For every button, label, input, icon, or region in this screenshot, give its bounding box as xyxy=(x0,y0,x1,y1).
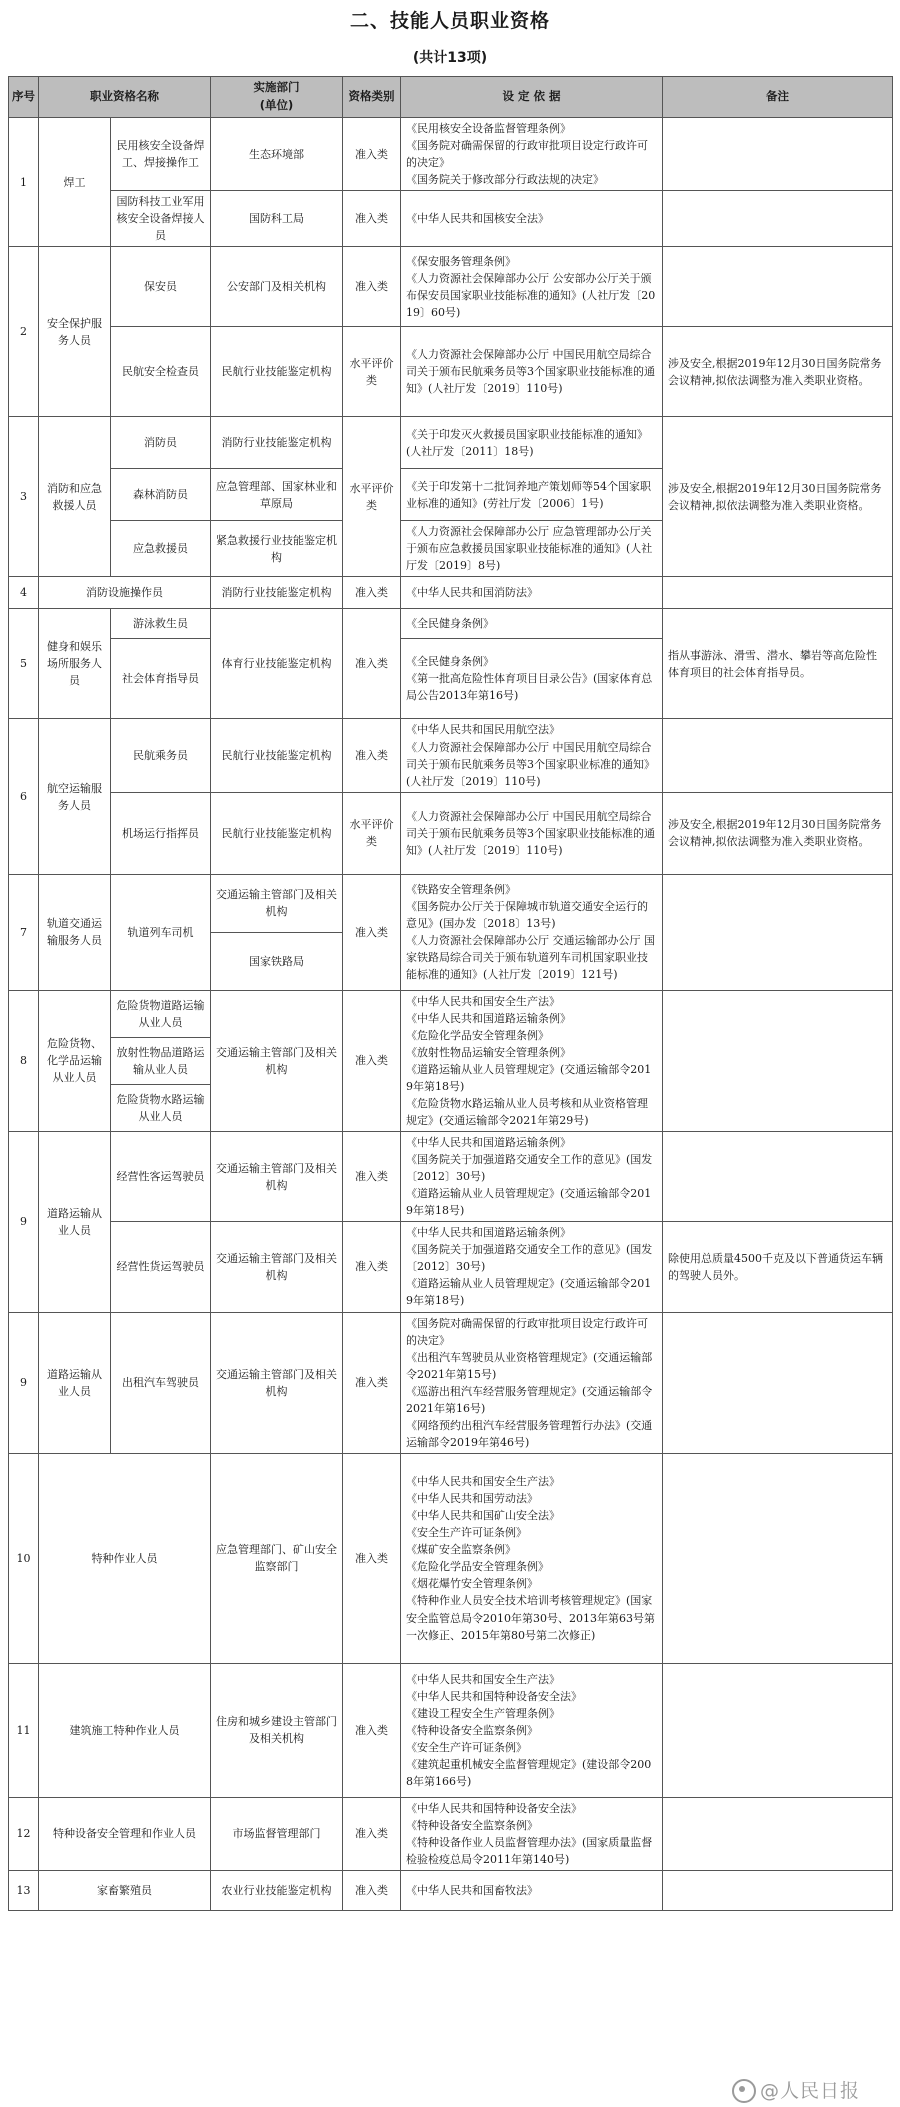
row-note xyxy=(663,247,893,327)
row-name: 国防科技工业军用核安全设备焊接人员 xyxy=(111,191,211,247)
row-dept: 消防行业技能鉴定机构 xyxy=(211,417,343,469)
row-type: 准入类 xyxy=(343,1222,401,1312)
watermark xyxy=(732,2076,860,2104)
row-basis: 《中华人民共和国消防法》 xyxy=(401,577,663,609)
row-dept: 民航行业技能鉴定机构 xyxy=(211,327,343,417)
row-dept: 国家铁路局 xyxy=(211,932,343,990)
row-name: 放射性物品道路运输从业人员 xyxy=(111,1037,211,1084)
row-seq: 11 xyxy=(9,1663,39,1797)
header-dept: 实施部门 (单位) xyxy=(211,77,343,118)
row-name: 轨道列车司机 xyxy=(111,874,211,990)
row-basis: 《中华人民共和国安全生产法》 《中华人民共和国道路运输条例》 《危险化学品安全管理条例》 《放射性物品运输安全管理条例》 《道路运输从业人员管理规定》(交通运输部令2019年第18号) 《危险货物水路运输从业人员考核和从业资格管理规定》(交通运输部令2021年第29号) xyxy=(401,990,663,1131)
row-note xyxy=(663,1312,893,1453)
row-name: 特种设备安全管理和作业人员 xyxy=(39,1797,211,1870)
row-group: 道路运输从业人员 xyxy=(39,1132,111,1312)
row-basis: 《中华人民共和国核安全法》 xyxy=(401,191,663,247)
table-row xyxy=(9,327,893,417)
weibo-logo-icon xyxy=(732,2079,756,2103)
row-dept: 民航行业技能鉴定机构 xyxy=(211,719,343,792)
row-seq: 13 xyxy=(9,1871,39,1911)
row-seq: 8 xyxy=(9,990,39,1131)
row-seq: 3 xyxy=(9,417,39,577)
row-basis: 《中华人民共和国特种设备安全法》 《特种设备安全监察条例》 《特种设备作业人员监督管理办法》(国家质量监督检验检疫总局令2011年第140号) xyxy=(401,1797,663,1870)
row-type: 准入类 xyxy=(343,1871,401,1911)
row-dept: 交通运输主管部门及相关机构 xyxy=(211,1132,343,1222)
row-dept: 国防科工局 xyxy=(211,191,343,247)
row-seq: 4 xyxy=(9,577,39,609)
row-name: 民用核安全设备焊工、焊接操作工 xyxy=(111,118,211,191)
row-dept: 应急管理部、国家林业和草原局 xyxy=(211,469,343,521)
row-group: 健身和娱乐场所服务人员 xyxy=(39,609,111,719)
row-note xyxy=(663,1132,893,1222)
row-name: 森林消防员 xyxy=(111,469,211,521)
row-basis: 《国务院对确需保留的行政审批项目设定行政许可的决定》 《出租汽车驾驶员从业资格管理规定》(交通运输部令2021年第15号) 《巡游出租汽车经营服务管理规定》(交通运输部令2021年第16号) 《网络预约出租汽车经营服务管理暂行办法》(交通运输部令2019年第46号) xyxy=(401,1312,663,1453)
row-dept: 市场监督管理部门 xyxy=(211,1797,343,1870)
row-basis: 《人力资源社会保障部办公厅 中国民用航空局综合司关于颁布民航乘务员等3个国家职业技能标准的通知》(人社厅发〔2019〕110号) xyxy=(401,327,663,417)
watermark-text: @人民日报 xyxy=(759,2079,860,2102)
row-note xyxy=(663,191,893,247)
row-note: 除使用总质量4500千克及以下普通货运车辆的驾驶人员外。 xyxy=(663,1222,893,1312)
row-name: 应急救援员 xyxy=(111,521,211,577)
row-seq: 9 xyxy=(9,1312,39,1453)
row-dept: 民航行业技能鉴定机构 xyxy=(211,792,343,874)
qualification-table xyxy=(8,76,893,1911)
row-type: 准入类 xyxy=(343,1132,401,1222)
row-name: 消防设施操作员 xyxy=(39,577,211,609)
row-name: 社会体育指导员 xyxy=(111,639,211,719)
header-name: 职业资格名称 xyxy=(39,77,211,118)
row-type: 准入类 xyxy=(343,1312,401,1453)
row-basis: 《中华人民共和国安全生产法》 《中华人民共和国劳动法》 《中华人民共和国矿山安全法》 《安全生产许可证条例》 《煤矿安全监察条例》 《危险化学品安全管理条例》 《烟花爆竹安全管理条例》 《特种作业人员安全技术培训考核管理规定》(国家安全监管总局令2010年第30号、2013年第63号第一次修正、2015年第80号第二次修正) xyxy=(401,1453,663,1663)
row-group: 消防和应急救援人员 xyxy=(39,417,111,577)
row-dept: 交通运输主管部门及相关机构 xyxy=(211,1312,343,1453)
row-name: 特种作业人员 xyxy=(39,1453,211,1663)
row-note xyxy=(663,1453,893,1663)
row-basis: 《关于印发灭火救援员国家职业技能标准的通知》(人社厅发〔2011〕18号) xyxy=(401,417,663,469)
header-type: 资格类别 xyxy=(343,77,401,118)
row-group: 航空运输服务人员 xyxy=(39,719,111,874)
row-seq: 6 xyxy=(9,719,39,874)
table-row xyxy=(9,118,893,191)
table-row xyxy=(9,792,893,874)
row-note: 涉及安全,根据2019年12月30日国务院常务会议精神,拟依法调整为准入类职业资格。 xyxy=(663,327,893,417)
row-basis: 《中华人民共和国安全生产法》 《中华人民共和国特种设备安全法》 《建设工程安全生产管理条例》 《特种设备安全监察条例》 《安全生产许可证条例》 《建筑起重机械安全监督管理规定》(建设部令2008年第166号) xyxy=(401,1663,663,1797)
row-note xyxy=(663,719,893,792)
row-dept: 紧急救援行业技能鉴定机构 xyxy=(211,521,343,577)
row-dept: 公安部门及相关机构 xyxy=(211,247,343,327)
table-row xyxy=(9,1312,893,1453)
table-row xyxy=(9,609,893,639)
row-basis: 《中华人民共和国道路运输条例》 《国务院关于加强道路交通安全工作的意见》(国发〔2012〕30号) 《道路运输从业人员管理规定》(交通运输部令2019年第18号) xyxy=(401,1222,663,1312)
table-row xyxy=(9,1871,893,1911)
row-group: 轨道交通运输服务人员 xyxy=(39,874,111,990)
table-row xyxy=(9,990,893,1037)
row-note: 指从事游泳、滑雪、潜水、攀岩等高危险性体育项目的社会体育指导员。 xyxy=(663,609,893,719)
row-seq: 2 xyxy=(9,247,39,417)
row-type: 准入类 xyxy=(343,1453,401,1663)
row-dept: 农业行业技能鉴定机构 xyxy=(211,1871,343,1911)
row-basis: 《人力资源社会保障部办公厅 应急管理部办公厅关于颁布应急救援员国家职业技能标准的通知》(人社厅发〔2019〕8号) xyxy=(401,521,663,577)
row-basis: 《人力资源社会保障部办公厅 中国民用航空局综合司关于颁布民航乘务员等3个国家职业技能标准的通知》(人社厅发〔2019〕110号) xyxy=(401,792,663,874)
row-note xyxy=(663,1871,893,1911)
row-type: 准入类 xyxy=(343,191,401,247)
row-note xyxy=(663,1663,893,1797)
row-type: 准入类 xyxy=(343,577,401,609)
row-dept: 交通运输主管部门及相关机构 xyxy=(211,1222,343,1312)
row-seq: 1 xyxy=(9,118,39,247)
row-seq: 12 xyxy=(9,1797,39,1870)
row-basis: 《全民健身条例》 《第一批高危险性体育项目目录公告》(国家体育总局公告2013年第16号) xyxy=(401,639,663,719)
table-row xyxy=(9,417,893,469)
row-group: 焊工 xyxy=(39,118,111,247)
row-name: 危险货物道路运输从业人员 xyxy=(111,990,211,1037)
table-header-row xyxy=(9,77,893,118)
row-dept: 住房和城乡建设主管部门及相关机构 xyxy=(211,1663,343,1797)
row-basis: 《铁路安全管理条例》 《国务院办公厅关于保障城市轨道交通安全运行的意见》(国办发〔2018〕13号) 《人力资源社会保障部办公厅 交通运输部办公厅 国家铁路局综合司关于颁布轨道列车司机国家职业技能标准的通知》(人社厅发〔2019〕121号) xyxy=(401,874,663,990)
row-name: 危险货物水路运输从业人员 xyxy=(111,1084,211,1131)
row-basis: 《中华人民共和国民用航空法》 《人力资源社会保障部办公厅 中国民用航空局综合司关于颁布民航乘务员等3个国家职业标准的通知》(人社厅发〔2019〕110号) xyxy=(401,719,663,792)
row-type: 水平评价类 xyxy=(343,327,401,417)
row-basis: 《民用核安全设备监督管理条例》 《国务院对确需保留的行政审批项目设定行政许可的决定》 《国务院关于修改部分行政法规的决定》 xyxy=(401,118,663,191)
row-basis: 《保安服务管理条例》 《人力资源社会保障部办公厅 公安部办公厅关于颁布保安员国家职业技能标准的通知》(人社厅发〔2019〕60号) xyxy=(401,247,663,327)
row-type: 准入类 xyxy=(343,990,401,1131)
table-row xyxy=(9,577,893,609)
row-seq: 7 xyxy=(9,874,39,990)
row-seq: 5 xyxy=(9,609,39,719)
table-row xyxy=(9,191,893,247)
row-type: 准入类 xyxy=(343,874,401,990)
row-name: 游泳救生员 xyxy=(111,609,211,639)
row-type: 准入类 xyxy=(343,609,401,719)
row-type: 准入类 xyxy=(343,247,401,327)
row-type: 准入类 xyxy=(343,1663,401,1797)
row-note xyxy=(663,118,893,191)
row-type: 准入类 xyxy=(343,719,401,792)
row-seq: 9 xyxy=(9,1132,39,1312)
row-note xyxy=(663,1797,893,1870)
row-basis: 《关于印发第十二批饲养地产策划师等54个国家职业标准的通知》(劳社厅发〔2006〕1号) xyxy=(401,469,663,521)
row-dept: 应急管理部门、矿山安全监察部门 xyxy=(211,1453,343,1663)
header-note: 备注 xyxy=(663,77,893,118)
row-name: 家畜繁殖员 xyxy=(39,1871,211,1911)
row-name: 出租汽车驾驶员 xyxy=(111,1312,211,1453)
row-group: 安全保护服务人员 xyxy=(39,247,111,417)
row-dept: 体育行业技能鉴定机构 xyxy=(211,609,343,719)
row-name: 经营性货运驾驶员 xyxy=(111,1222,211,1312)
header-basis: 设 定 依 据 xyxy=(401,77,663,118)
row-name: 建筑施工特种作业人员 xyxy=(39,1663,211,1797)
row-group: 道路运输从业人员 xyxy=(39,1312,111,1453)
row-note xyxy=(663,577,893,609)
row-note: 涉及安全,根据2019年12月30日国务院常务会议精神,拟依法调整为准入类职业资格。 xyxy=(663,417,893,577)
row-basis: 《中华人民共和国道路运输条例》 《国务院关于加强道路交通安全工作的意见》(国发〔2012〕30号) 《道路运输从业人员管理规定》(交通运输部令2019年第18号) xyxy=(401,1132,663,1222)
row-dept: 生态环境部 xyxy=(211,118,343,191)
page-subtitle: (共计13项) xyxy=(412,50,488,66)
row-name: 民航安全检查员 xyxy=(111,327,211,417)
header-seq: 序号 xyxy=(9,77,39,118)
row-name: 保安员 xyxy=(111,247,211,327)
table-row xyxy=(9,1797,893,1870)
table-row xyxy=(9,874,893,932)
row-type: 水平评价类 xyxy=(343,792,401,874)
table-row xyxy=(9,719,893,792)
row-type: 准入类 xyxy=(343,1797,401,1870)
row-dept: 消防行业技能鉴定机构 xyxy=(211,577,343,609)
row-type: 水平评价类 xyxy=(343,417,401,577)
row-dept: 交通运输主管部门及相关机构 xyxy=(211,990,343,1131)
table-row xyxy=(9,1132,893,1222)
row-note xyxy=(663,874,893,990)
row-name: 经营性客运驾驶员 xyxy=(111,1132,211,1222)
row-note: 涉及安全,根据2019年12月30日国务院常务会议精神,拟依法调整为准入类职业资格。 xyxy=(663,792,893,874)
row-name: 消防员 xyxy=(111,417,211,469)
table-row xyxy=(9,1663,893,1797)
row-name: 机场运行指挥员 xyxy=(111,792,211,874)
row-dept: 交通运输主管部门及相关机构 xyxy=(211,874,343,932)
table-row xyxy=(9,1453,893,1663)
table-row xyxy=(9,247,893,327)
row-name: 民航乘务员 xyxy=(111,719,211,792)
row-type: 准入类 xyxy=(343,118,401,191)
page-title: 二、技能人员职业资格 xyxy=(349,10,550,32)
table-row xyxy=(9,1222,893,1312)
row-seq: 10 xyxy=(9,1453,39,1663)
row-basis: 《全民健身条例》 xyxy=(401,609,663,639)
row-basis: 《中华人民共和国畜牧法》 xyxy=(401,1871,663,1911)
row-group: 危险货物、化学品运输从业人员 xyxy=(39,990,111,1131)
row-note xyxy=(663,990,893,1131)
